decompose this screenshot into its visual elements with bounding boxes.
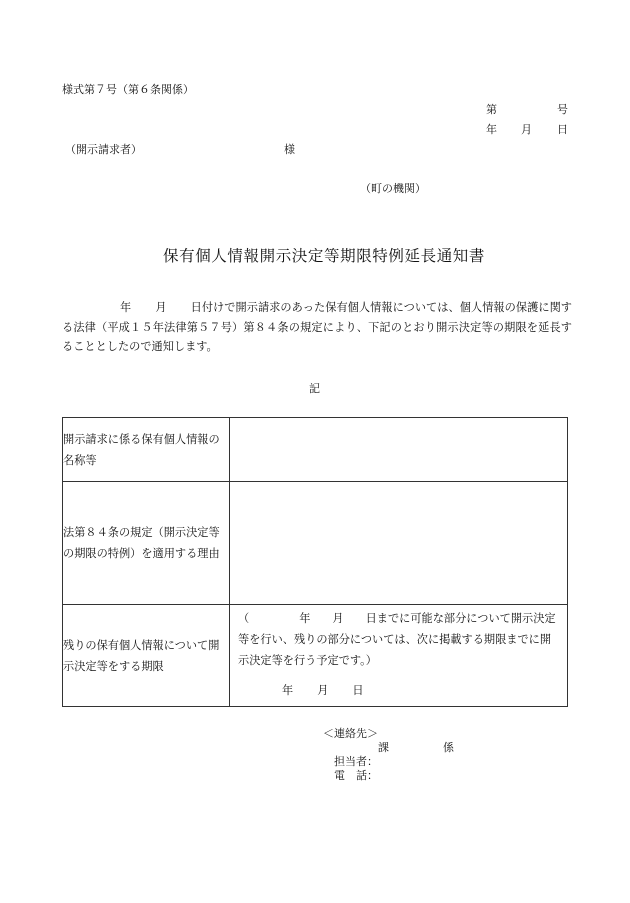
contact-subsection-label: 係 xyxy=(443,741,454,754)
row-value-deadline xyxy=(230,605,568,707)
date-day-label: 日 xyxy=(557,123,568,136)
note-mark: 記 xyxy=(309,382,320,395)
deadline-body-text: 日までに可能な部分について開示決定等を行い、残りの部分については、次に掲載する期限までに開示決定等を行う予定です。） xyxy=(238,612,556,667)
row-label-reason: 法第８４条の規定（開示決定等の期限の特例）を適用する理由 xyxy=(63,482,230,605)
agency-label: （町の機関） xyxy=(360,182,426,195)
deadline-date-month: 月 xyxy=(317,684,329,697)
deadline-text xyxy=(230,605,567,671)
document-title: 保有個人情報開示決定等期限特例延長通知書 xyxy=(163,247,486,265)
table-row xyxy=(63,418,568,482)
contact-section-label: 課 xyxy=(378,741,389,754)
document-number-suffix: 号 xyxy=(557,103,568,116)
honorific: 様 xyxy=(284,143,295,156)
body-month-label: 月 xyxy=(155,301,167,314)
form-number: 様式第７号（第６条関係） xyxy=(62,83,194,96)
row-label-deadline: 残りの保有個人情報について開示決定等をする期限 xyxy=(63,605,230,707)
deadline-year-label: 年 xyxy=(299,612,311,625)
table-row xyxy=(63,482,568,605)
row-value-info-name xyxy=(230,418,568,482)
body-year-label: 年 xyxy=(120,301,132,314)
contact-person-label: 担当者： xyxy=(334,755,378,768)
row-value-reason xyxy=(230,482,568,605)
deadline-open-paren: （ xyxy=(238,612,250,625)
body-text: 日付けで開示請求のあった保有個人情報については、個人情報の保護に関する法律（平成１５年法律第５７号）第８４条の規定により、下記のとおり開示決定等の期限を延長することとしたので通知します。 xyxy=(62,301,572,353)
notice-body xyxy=(62,298,572,357)
requester-label: （開示請求者） xyxy=(65,143,142,156)
contact-heading: ＜連絡先＞ xyxy=(323,727,378,740)
deadline-date-day: 日 xyxy=(352,684,364,697)
date-year-label: 年 xyxy=(486,123,497,136)
row-label-info-name: 開示請求に係る保有個人情報の名称等 xyxy=(63,418,230,482)
deadline-date xyxy=(282,682,364,698)
deadline-date-year: 年 xyxy=(282,684,294,697)
date-month-label: 月 xyxy=(521,123,532,136)
document-number-prefix: 第 xyxy=(486,103,497,116)
extension-details-table xyxy=(62,417,568,707)
contact-phone-label: 電 話： xyxy=(334,769,378,782)
table-row xyxy=(63,605,568,707)
deadline-month-label: 月 xyxy=(332,612,344,625)
